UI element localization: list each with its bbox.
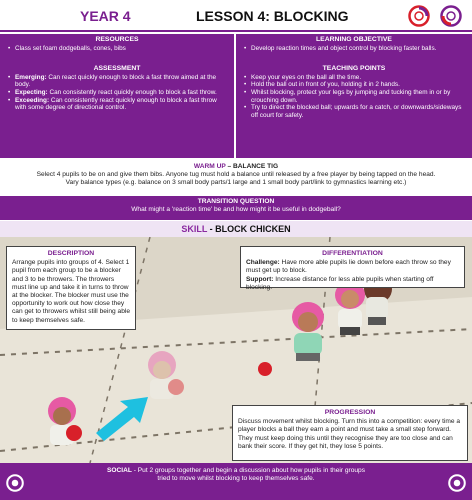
year-label: YEAR 4: [80, 8, 131, 24]
transition-section: [0, 196, 472, 220]
swirl-logo-icon: [448, 474, 466, 492]
social-footer: [0, 463, 472, 500]
teaching-item: • Keep your eyes on the ball all the time.: [244, 74, 466, 82]
warm-up-line-2: Vary balance types (e.g. balance on 3 small body parts/1 large and 1 small body part/link to gymnastics learning etc.): [65, 178, 407, 186]
swirl-logo-icon: [408, 5, 430, 27]
assessment-item-expecting: • Expecting: Can consistently react quickly enough to block a fast throw.: [8, 89, 228, 97]
social-line-2: tried to move whilst blocking to keep themselves safe.: [157, 475, 315, 483]
differentiation-box: [240, 246, 465, 291]
support-text: Support: Increase distance for less able pupils when starting off blocking.: [246, 275, 434, 291]
objective-item: • Develop reaction times and object control by blocking faster balls.: [244, 45, 466, 53]
transition-question: What might a 'reaction time' be and how might it be useful in dodgeball?: [131, 206, 341, 213]
assessment-item-exceeding: • Exceeding: Can consistently react quickly enough to block a fast throw with some degree of directional control.: [8, 97, 228, 112]
warm-up-heading: WARM UP – BALANCE TIG: [193, 163, 279, 170]
resources-list: [0, 44, 234, 53]
page-header: [0, 0, 472, 32]
objective-heading: LEARNING OBJECTIVE: [316, 36, 392, 43]
swirl-logo-icon: [6, 474, 24, 492]
teaching-item: • Hold the ball out in front of you, holding it in 2 hands.: [244, 81, 466, 89]
progression-text: Discuss movement whilst blocking. Turn this into a competition: every time a player blocks a ball they earn a point and must take a small step forward. They must keep doing this until they recognise they are too close and can bank their score. If they get hit, they lose 5 points.: [238, 418, 461, 450]
transition-heading: TRANSITION QUESTION: [197, 198, 275, 205]
skill-title: BLOCK CHICKEN: [215, 224, 291, 234]
description-heading: DESCRIPTION: [47, 250, 95, 257]
teaching-item: • Whilst blocking, protect your legs by jumping and tucking them in or by crouching down.: [244, 89, 466, 104]
objective-teaching-panel: [236, 34, 472, 158]
progression-box: [232, 405, 468, 461]
objective-list: [236, 44, 472, 53]
teaching-item: • Try to direct the blocked ball; upwards for a catch, or downwards/sideways off court for safety.: [244, 104, 466, 119]
differentiation-heading: DIFFERENTIATION: [322, 250, 383, 257]
assessment-list: [0, 73, 234, 112]
social-line-1: SOCIAL - Put 2 groups together and begin a discussion about how pupils in their groups: [106, 467, 366, 474]
resources-assessment-panel: [0, 34, 234, 158]
description-text: Arrange pupils into groups of 4. Select 1 pupil from each group to be a blocker and 3 to be throwers. The throwers must line up and take it in turns to throw at the blocker. The blocker must use the opportunity to work out how close they can get to throwers whilst still being able to keep themselves safe.: [12, 259, 131, 324]
swirl-logo-icon: [440, 5, 462, 27]
teaching-list: [236, 73, 472, 120]
description-box: [6, 246, 136, 330]
resources-heading: RESOURCES: [95, 36, 139, 43]
skill-label: SKILL: [181, 224, 208, 234]
progression-heading: PROGRESSION: [324, 409, 376, 416]
teaching-heading: TEACHING POINTS: [322, 65, 386, 73]
dodgeball-icon: [258, 362, 272, 376]
lesson-title: LESSON 4: BLOCKING: [196, 8, 349, 24]
resources-item: • Class set foam dodgeballs, cones, bibs: [8, 45, 228, 53]
assessment-item-emerging: • Emerging: Can react quickly enough to block a fast throw aimed at the body.: [8, 74, 228, 89]
warm-up-line-1: Select 4 pupils to be on and give them bibs. Anyone tug must hold a balance until released by a free player by being tapped on the head.: [36, 170, 436, 178]
skill-bar: SKILL - BLOCK CHICKEN: [0, 221, 472, 237]
challenge-text: Challenge: Have more able pupils lie down before each throw so they must get up to block.: [246, 259, 451, 275]
warm-up-section: [0, 160, 472, 194]
assessment-heading: ASSESSMENT: [93, 65, 141, 73]
